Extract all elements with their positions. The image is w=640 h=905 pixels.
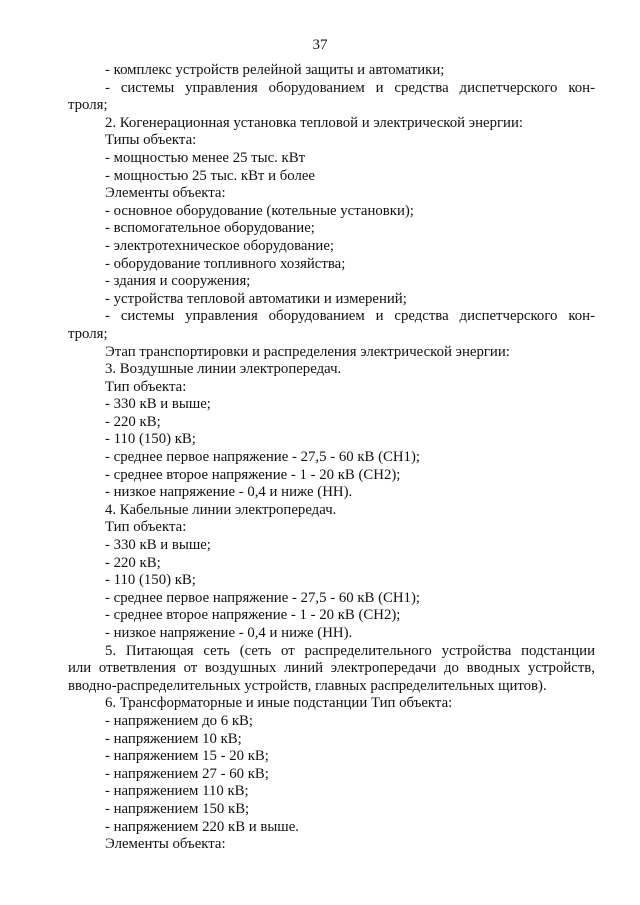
text-line: - низкое напряжение - 0,4 и ниже (НН). xyxy=(105,484,353,501)
text-line: - напряжением до 6 кВ; xyxy=(105,712,253,729)
text-line: - оборудование топливного хозяйства; xyxy=(105,255,346,272)
section-heading: Этап транспортировки и распределения электрической энергии: xyxy=(105,343,510,360)
text-line: - 330 кВ и выше; xyxy=(105,396,211,413)
text-line: - основное оборудование (котельные установки); xyxy=(105,202,414,219)
text-line: Тип объекта: xyxy=(105,378,187,395)
text-line: - комплекс устройств релейной защиты и автоматики; xyxy=(105,62,445,78)
text-line: троля; xyxy=(68,325,108,342)
text-line: - низкое напряжение - 0,4 и ниже (НН). xyxy=(105,625,353,641)
section-heading: 4. Кабельные линии электропередач. xyxy=(105,501,337,518)
text-line: - напряжением 10 кВ; xyxy=(105,730,242,747)
text-line: - вспомогательное оборудование; xyxy=(105,220,315,237)
document-body xyxy=(68,62,595,854)
text-line: - мощностью 25 тыс. кВт и более xyxy=(105,167,315,184)
text-line: - электротехническое оборудование; xyxy=(105,237,335,254)
text-line: - системы управления оборудованием и средства диспетчерского кон- xyxy=(105,79,595,96)
section-heading: 3. Воздушные линии электропередач. xyxy=(105,361,342,378)
text-line: - здания и сооружения; xyxy=(105,273,251,290)
text-line: - среднее второе напряжение - 1 - 20 кВ (СН2); xyxy=(105,466,401,483)
text-line: - напряжением 220 кВ и выше. xyxy=(105,818,299,835)
text-line: - напряжением 27 - 60 кВ; xyxy=(105,765,269,782)
text-line: - среднее второе напряжение - 1 - 20 кВ (СН2); xyxy=(105,607,401,624)
text-line: - мощностью менее 25 тыс. кВт xyxy=(105,149,306,166)
text-line: - 110 (150) кВ; xyxy=(105,431,196,448)
text-line: - среднее первое напряжение - 27,5 - 60 кВ (СН1); xyxy=(105,449,420,466)
text-line: - напряжением 110 кВ; xyxy=(105,783,249,800)
text-line: Элементы объекта: xyxy=(105,836,226,853)
text-line: - 220 кВ; xyxy=(105,554,161,571)
text-line: - 220 кВ; xyxy=(105,413,161,430)
section-heading: 2. Когенерационная установка тепловой и электрической энергии: xyxy=(105,114,523,131)
section-heading: 5. Питающая сеть (сеть от распределительного устройства подстанции xyxy=(105,642,595,659)
text-line: - напряжением 15 - 20 кВ; xyxy=(105,748,269,765)
section-heading: 6. Трансформаторные и иные подстанции Тип объекта: xyxy=(105,695,453,712)
text-line: Тип объекта: xyxy=(105,519,187,536)
text-line: - системы управления оборудованием и средства диспетчерского кон- xyxy=(105,308,595,325)
text-line: - 330 кВ и выше; xyxy=(105,537,211,554)
text-line: - среднее первое напряжение - 27,5 - 60 кВ (СН1); xyxy=(105,589,420,606)
text-line: троля; xyxy=(68,97,108,114)
text-line: вводно-распределительных устройств, главных распределительных щитов). xyxy=(68,677,547,694)
text-line: Типы объекта: xyxy=(105,132,197,149)
text-line: - напряжением 150 кВ; xyxy=(105,800,250,817)
text-line: или ответвления от воздушных линий электропередачи до вводных устройств, xyxy=(68,660,595,677)
text-line: Элементы объекта: xyxy=(105,185,226,202)
text-line: - 110 (150) кВ; xyxy=(105,572,196,589)
page-number: 37 xyxy=(312,37,328,53)
text-line: - устройства тепловой автоматики и измерений; xyxy=(105,290,407,307)
